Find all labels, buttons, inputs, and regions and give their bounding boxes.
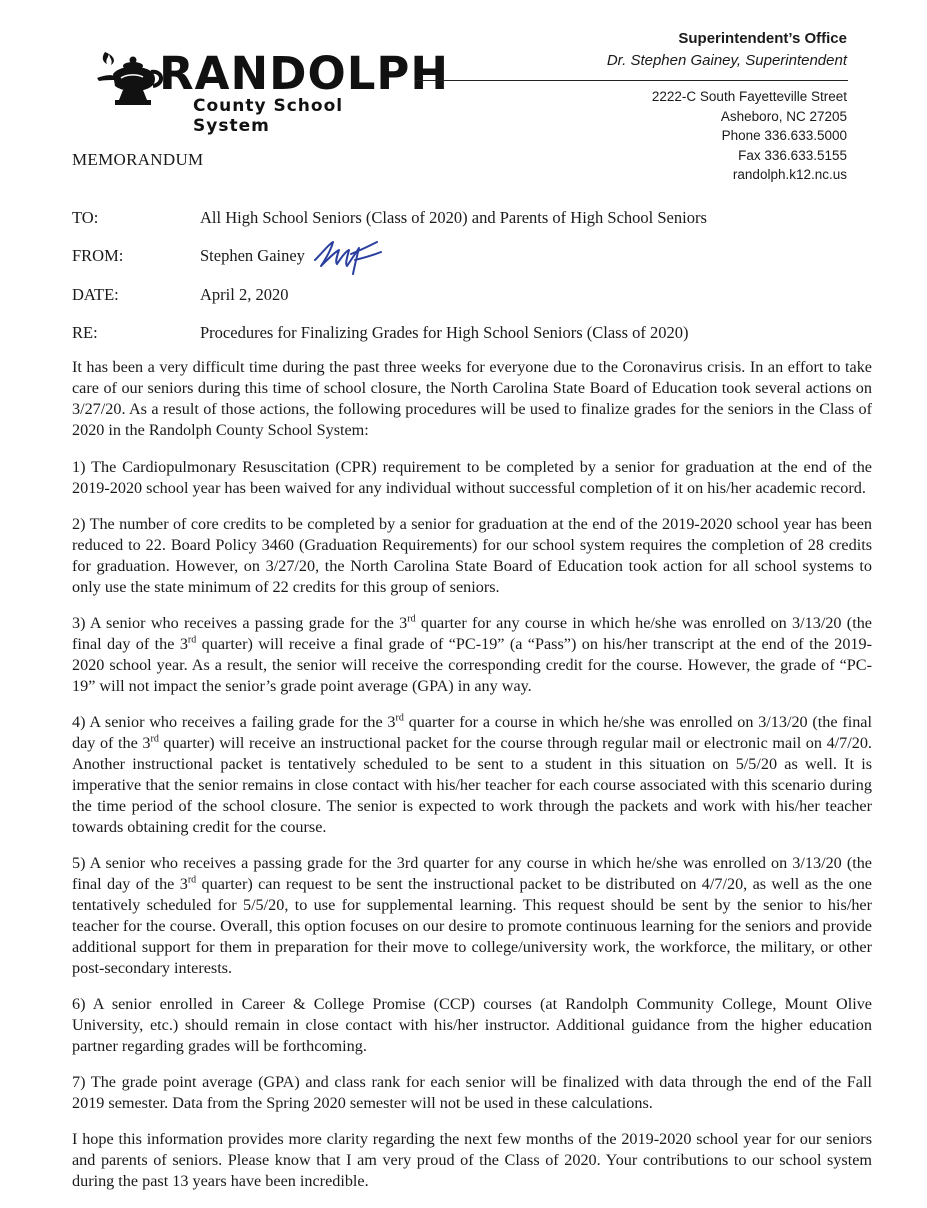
date-label: DATE:: [72, 285, 119, 304]
memo-body: [72, 357, 872, 1208]
from-label: FROM:: [72, 246, 124, 265]
item4-text-b: quarter for a course in which he/she was enrolled on 3/13/20 (the final day of the 3: [72, 713, 872, 752]
item5-text-a: 5) A senior who receives a passing grade for the 3rd quarter for any course in which he/she was enrolled on 3/13/20 (the final day of the 3: [72, 854, 872, 893]
address-city: Asheboro, NC 27205: [720, 108, 847, 124]
item-cpr: 1) The Cardiopulmonary Resuscitation (CPR) requirement to be completed by a senior for graduation at the end of the 2019-2020 school year has been waived for any individual without successful completion of it on his/her academic record.: [72, 458, 872, 497]
superscript-rd: rd: [407, 613, 416, 625]
to-value: All High School Seniors (Class of 2020) and Parents of High School Seniors: [200, 208, 707, 227]
signature-icon: [311, 230, 386, 280]
lamp-icon: [93, 50, 165, 108]
item-passing-grade: [72, 613, 872, 697]
address-fax: Fax 336.633.5155: [738, 147, 847, 163]
address-website: randolph.k12.nc.us: [732, 167, 847, 182]
superscript-rd: rd: [150, 733, 159, 745]
item4-text-c: quarter) will receive an instructional packet for the course through regular mail or electronic mail on 4/7/20. Another instructional packet is tentatively scheduled to be sent to a student in this situation on 5/5/20 as well. It is imperative that the senior remains in close contact with his/her teacher for each course associated with this scenario during the time period of the school closure. The senior is expected to work through the packets and work with his/her teacher towards obtaining credit for the course.: [72, 734, 872, 836]
superscript-rd: rd: [187, 874, 197, 886]
district-logo: [93, 46, 450, 136]
to-label: TO:: [72, 208, 99, 227]
item-failing-grade: [72, 712, 872, 838]
re-label: RE:: [72, 323, 98, 342]
item-supplemental-packet: [72, 853, 872, 979]
superintendent-office: [607, 28, 847, 72]
office-title: Superintendent’s Office: [678, 30, 847, 47]
item-credits: 2) The number of core credits to be completed by a senior for graduation at the end of the 2019-2020 school year has been reduced to 22. Board Policy 3460 (Graduation Requirements) for our school system requires the completion of 28 credits for graduation. However, on 3/27/20, the North Carolina State Board of Education took action for all school systems to only use the state minimum of 22 credits for this group of seniors.: [72, 515, 872, 596]
office-name: Dr. Stephen Gainey, Superintendent: [606, 52, 847, 69]
item-ccp-courses: 6) A senior enrolled in Career & College Promise (CCP) courses (at Randolph Community College, Mount Olive University, etc.) should remain in close contact with his/her instructor. Additional guidance from the higher education partner regarding grades will be forthcoming.: [72, 995, 872, 1055]
item4-text-a: 4) A senior who receives a failing grade for the 3: [72, 713, 396, 731]
superscript-rd: rd: [187, 634, 197, 646]
item3-text-b: quarter for any course in which he/she was enrolled on 3/13/20 (the final day of the 3: [72, 614, 872, 653]
item3-text-c: quarter) will receive a final grade of “PC-19” (a “Pass”) on his/her transcript at the end of the 2019-2020 school year. As a result, the senior will receive the corresponding credit for the course. However, the grade of “PC-19” will not impact the senior’s grade point average (GPA) in any way.: [72, 635, 873, 695]
item-gpa-rank: 7) The grade point average (GPA) and class rank for each senior will be finalized with data through the end of the Fall 2019 semester. Data from the Spring 2020 semester will not be used in these calculations.: [72, 1073, 872, 1112]
date-value: April 2, 2020: [200, 285, 289, 304]
intro-paragraph: It has been a very difficult time during the past three weeks for everyone due to the Coronavirus crisis. In an effort to take care of our seniors during this time of school closure, the North Carolina State Board of Education took several actions on 3/27/20. As a result of those actions, the following procedures will be used to finalize grades for the seniors in the Class of 2020 in the Randolph County School System:: [72, 358, 872, 439]
re-value: Procedures for Finalizing Grades for High School Seniors (Class of 2020): [200, 323, 689, 342]
logo-name: RANDOLPH: [159, 47, 450, 100]
item3-text-a: 3) A senior who receives a passing grade for the 3: [72, 614, 408, 632]
header-divider: [415, 80, 848, 81]
address-street: 2222-C South Fayetteville Street: [651, 89, 847, 104]
closing-paragraph: I hope this information provides more clarity regarding the next few months of the 2019-2020 school year for our seniors and parents of seniors. Please know that I am very proud of the Class of 2020. Your contributions to our school system during the past 13 years have been incredible.: [72, 1130, 872, 1190]
memo-title: MEMORANDUM: [72, 150, 204, 169]
item5-text-b: quarter) can request to be sent the instructional packet to be distributed on 4/7/20, as well as the one tentatively scheduled for 5/5/20, to use for supplemental learning. This request should be sent by the senior to his/her teacher for the course. Overall, this option focuses on our desire to promote continuous learning for the seniors and provide additional support for them in preparation for their move to college/university work, the workforce, the military, or other post-secondary interests.: [72, 875, 872, 977]
logo-subtitle: County School System: [193, 96, 344, 136]
from-value: Stephen Gainey: [200, 246, 305, 265]
superscript-rd: rd: [395, 712, 404, 724]
office-address: [652, 87, 847, 185]
address-phone: Phone 336.633.5000: [721, 128, 847, 143]
